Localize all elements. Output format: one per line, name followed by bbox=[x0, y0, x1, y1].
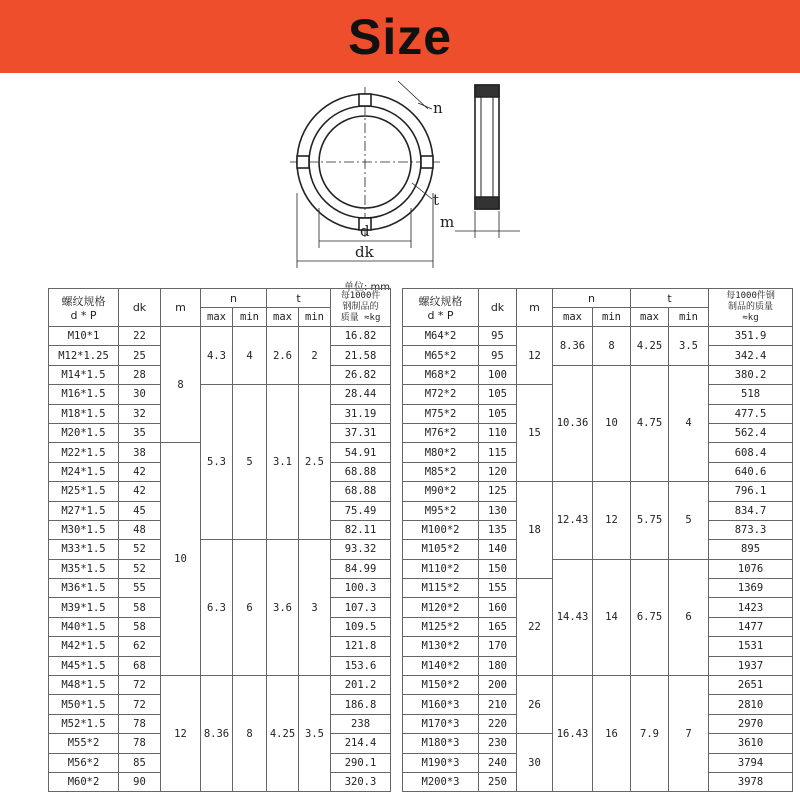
header-t-min: min bbox=[669, 308, 709, 327]
cell-spec: M105*2 bbox=[403, 540, 479, 559]
cell-n-min: 10 bbox=[593, 365, 631, 481]
cell-dk: 68 bbox=[119, 656, 161, 675]
cell-mass: 31.19 bbox=[331, 404, 391, 423]
cell-mass: 1531 bbox=[709, 637, 793, 656]
cell-n-max: 8.36 bbox=[201, 676, 233, 792]
cell-dk: 220 bbox=[479, 714, 517, 733]
cell-dk: 170 bbox=[479, 637, 517, 656]
header-spec: 螺纹规格 d * P bbox=[403, 289, 479, 327]
cell-mass: 3610 bbox=[709, 734, 793, 753]
cell-spec: M48*1.5 bbox=[49, 676, 119, 695]
table-row bbox=[403, 559, 793, 578]
cell-mass: 796.1 bbox=[709, 482, 793, 501]
cell-dk: 200 bbox=[479, 676, 517, 695]
cell-t-max: 4.75 bbox=[631, 365, 669, 481]
cell-mass: 873.3 bbox=[709, 520, 793, 539]
cell-t-max: 3.1 bbox=[267, 385, 299, 540]
cell-m: 12 bbox=[517, 327, 553, 385]
cell-spec: M42*1.5 bbox=[49, 637, 119, 656]
cell-spec: M75*2 bbox=[403, 404, 479, 423]
cell-spec: M12*1.25 bbox=[49, 346, 119, 365]
cell-m: 12 bbox=[161, 676, 201, 792]
cell-n-max: 8.36 bbox=[553, 327, 593, 366]
cell-dk: 45 bbox=[119, 501, 161, 520]
cell-mass: 21.58 bbox=[331, 346, 391, 365]
cell-spec: M24*1.5 bbox=[49, 462, 119, 481]
label-n: n bbox=[433, 99, 443, 117]
table-row bbox=[49, 540, 391, 559]
header-spec: 螺纹规格 d * P bbox=[49, 289, 119, 327]
cell-spec: M140*2 bbox=[403, 656, 479, 675]
cell-t-max: 5.75 bbox=[631, 482, 669, 560]
cell-t-min: 4 bbox=[669, 365, 709, 481]
cell-mass: 82.11 bbox=[331, 520, 391, 539]
cell-mass: 640.6 bbox=[709, 462, 793, 481]
cell-spec: M72*2 bbox=[403, 385, 479, 404]
cell-n-min: 6 bbox=[233, 540, 267, 676]
cell-n-max: 5.3 bbox=[201, 385, 233, 540]
cell-mass: 351.9 bbox=[709, 327, 793, 346]
cell-dk: 58 bbox=[119, 598, 161, 617]
cell-dk: 240 bbox=[479, 753, 517, 772]
cell-mass: 1369 bbox=[709, 579, 793, 598]
cell-spec: M18*1.5 bbox=[49, 404, 119, 423]
cell-n-max: 10.36 bbox=[553, 365, 593, 481]
left-size-table bbox=[48, 288, 391, 792]
cell-m: 30 bbox=[517, 734, 553, 792]
cell-n-min: 8 bbox=[593, 327, 631, 366]
cell-t-min: 3.5 bbox=[669, 327, 709, 366]
cell-n-min: 5 bbox=[233, 385, 267, 540]
header-n-max: max bbox=[201, 308, 233, 327]
cell-mass: 238 bbox=[331, 714, 391, 733]
cell-m: 22 bbox=[517, 579, 553, 676]
cell-m: 26 bbox=[517, 676, 553, 734]
cell-dk: 22 bbox=[119, 327, 161, 346]
cell-spec: M115*2 bbox=[403, 579, 479, 598]
cell-mass: 320.3 bbox=[331, 772, 391, 791]
cell-dk: 55 bbox=[119, 579, 161, 598]
cell-mass: 477.5 bbox=[709, 404, 793, 423]
cell-dk: 42 bbox=[119, 482, 161, 501]
cell-dk: 30 bbox=[119, 385, 161, 404]
header-dk: dk bbox=[479, 289, 517, 327]
cell-spec: M160*3 bbox=[403, 695, 479, 714]
cell-dk: 42 bbox=[119, 462, 161, 481]
cell-mass: 153.6 bbox=[331, 656, 391, 675]
cell-dk: 120 bbox=[479, 462, 517, 481]
cell-spec: M39*1.5 bbox=[49, 598, 119, 617]
cell-n-max: 6.3 bbox=[201, 540, 233, 676]
cell-mass: 1477 bbox=[709, 617, 793, 636]
header-t: t bbox=[631, 289, 709, 308]
cell-spec: M14*1.5 bbox=[49, 365, 119, 384]
cell-n-min: 14 bbox=[593, 559, 631, 675]
cell-spec: M180*3 bbox=[403, 734, 479, 753]
round-nut-drawing bbox=[0, 73, 800, 283]
cell-dk: 85 bbox=[119, 753, 161, 772]
cell-spec: M16*1.5 bbox=[49, 385, 119, 404]
cell-dk: 28 bbox=[119, 365, 161, 384]
cell-t-min: 3 bbox=[299, 540, 331, 676]
cell-dk: 160 bbox=[479, 598, 517, 617]
table-row bbox=[403, 676, 793, 695]
header-dk: dk bbox=[119, 289, 161, 327]
cell-n-max: 4.3 bbox=[201, 327, 233, 385]
cell-mass: 608.4 bbox=[709, 443, 793, 462]
cell-mass: 3978 bbox=[709, 772, 793, 791]
cell-mass: 26.82 bbox=[331, 365, 391, 384]
cell-mass: 2810 bbox=[709, 695, 793, 714]
cell-mass: 93.32 bbox=[331, 540, 391, 559]
cell-dk: 110 bbox=[479, 423, 517, 442]
cell-spec: M56*2 bbox=[49, 753, 119, 772]
table-row bbox=[49, 385, 391, 404]
cell-mass: 121.8 bbox=[331, 637, 391, 656]
cell-spec: M200*3 bbox=[403, 772, 479, 791]
cell-t-min: 2 bbox=[299, 327, 331, 385]
cell-spec: M85*2 bbox=[403, 462, 479, 481]
cell-t-max: 3.6 bbox=[267, 540, 299, 676]
cell-spec: M170*3 bbox=[403, 714, 479, 733]
cell-mass: 380.2 bbox=[709, 365, 793, 384]
cell-mass: 28.44 bbox=[331, 385, 391, 404]
cell-n-min: 16 bbox=[593, 676, 631, 792]
cell-mass: 290.1 bbox=[331, 753, 391, 772]
cell-t-max: 4.25 bbox=[267, 676, 299, 792]
cell-n-min: 4 bbox=[233, 327, 267, 385]
header-n-min: min bbox=[593, 308, 631, 327]
label-m: m bbox=[440, 213, 455, 231]
header-n-min: min bbox=[233, 308, 267, 327]
cell-mass: 1937 bbox=[709, 656, 793, 675]
cell-dk: 90 bbox=[119, 772, 161, 791]
header-n: n bbox=[553, 289, 631, 308]
cell-dk: 25 bbox=[119, 346, 161, 365]
cell-mass: 2651 bbox=[709, 676, 793, 695]
cell-mass: 109.5 bbox=[331, 617, 391, 636]
cell-spec: M76*2 bbox=[403, 423, 479, 442]
cell-dk: 62 bbox=[119, 637, 161, 656]
cell-mass: 68.88 bbox=[331, 462, 391, 481]
cell-n-max: 12.43 bbox=[553, 482, 593, 560]
cell-dk: 180 bbox=[479, 656, 517, 675]
header-mass: 每1000件钢 制品的质量 ≈kg bbox=[709, 289, 793, 327]
cell-mass: 37.31 bbox=[331, 423, 391, 442]
header-n-max: max bbox=[553, 308, 593, 327]
cell-spec: M125*2 bbox=[403, 617, 479, 636]
cell-spec: M110*2 bbox=[403, 559, 479, 578]
cell-spec: M120*2 bbox=[403, 598, 479, 617]
cell-spec: M90*2 bbox=[403, 482, 479, 501]
cell-mass: 2970 bbox=[709, 714, 793, 733]
right-size-table bbox=[402, 288, 793, 792]
cell-spec: M35*1.5 bbox=[49, 559, 119, 578]
cell-spec: M150*2 bbox=[403, 676, 479, 695]
cell-spec: M36*1.5 bbox=[49, 579, 119, 598]
title-banner bbox=[0, 0, 800, 73]
cell-dk: 125 bbox=[479, 482, 517, 501]
cell-dk: 135 bbox=[479, 520, 517, 539]
cell-mass: 342.4 bbox=[709, 346, 793, 365]
cell-spec: M65*2 bbox=[403, 346, 479, 365]
cell-dk: 72 bbox=[119, 676, 161, 695]
cell-m: 18 bbox=[517, 482, 553, 579]
cell-mass: 75.49 bbox=[331, 501, 391, 520]
cell-t-max: 7.9 bbox=[631, 676, 669, 792]
cell-mass: 562.4 bbox=[709, 423, 793, 442]
cell-dk: 35 bbox=[119, 423, 161, 442]
cell-dk: 100 bbox=[479, 365, 517, 384]
cell-dk: 58 bbox=[119, 617, 161, 636]
cell-t-min: 3.5 bbox=[299, 676, 331, 792]
cell-mass: 3794 bbox=[709, 753, 793, 772]
cell-spec: M190*3 bbox=[403, 753, 479, 772]
cell-spec: M50*1.5 bbox=[49, 695, 119, 714]
cell-dk: 52 bbox=[119, 559, 161, 578]
cell-n-min: 12 bbox=[593, 482, 631, 560]
cell-dk: 230 bbox=[479, 734, 517, 753]
header-t-max: max bbox=[631, 308, 669, 327]
header-t-max: max bbox=[267, 308, 299, 327]
cell-m: 8 bbox=[161, 327, 201, 443]
cell-m: 10 bbox=[161, 443, 201, 676]
cell-mass: 16.82 bbox=[331, 327, 391, 346]
cell-dk: 72 bbox=[119, 695, 161, 714]
cell-dk: 150 bbox=[479, 559, 517, 578]
cell-spec: M95*2 bbox=[403, 501, 479, 520]
cell-dk: 78 bbox=[119, 734, 161, 753]
left-table-body bbox=[49, 327, 391, 792]
cell-t-max: 2.6 bbox=[267, 327, 299, 385]
cell-mass: 100.3 bbox=[331, 579, 391, 598]
header-m: m bbox=[161, 289, 201, 327]
cell-mass: 214.4 bbox=[331, 734, 391, 753]
cell-mass: 54.91 bbox=[331, 443, 391, 462]
cell-spec: M52*1.5 bbox=[49, 714, 119, 733]
cell-mass: 68.88 bbox=[331, 482, 391, 501]
cell-t-max: 4.25 bbox=[631, 327, 669, 366]
table-row bbox=[403, 327, 793, 346]
label-t: t bbox=[433, 191, 440, 209]
cell-n-max: 16.43 bbox=[553, 676, 593, 792]
cell-mass: 186.8 bbox=[331, 695, 391, 714]
nut-side-view bbox=[455, 85, 520, 238]
cell-dk: 165 bbox=[479, 617, 517, 636]
header-t-min: min bbox=[299, 308, 331, 327]
cell-spec: M68*2 bbox=[403, 365, 479, 384]
cell-dk: 140 bbox=[479, 540, 517, 559]
cell-dk: 130 bbox=[479, 501, 517, 520]
cell-dk: 52 bbox=[119, 540, 161, 559]
cell-dk: 48 bbox=[119, 520, 161, 539]
cell-spec: M30*1.5 bbox=[49, 520, 119, 539]
cell-mass: 201.2 bbox=[331, 676, 391, 695]
cell-mass: 895 bbox=[709, 540, 793, 559]
label-dk: dk bbox=[355, 243, 374, 261]
cell-mass: 518 bbox=[709, 385, 793, 404]
cell-n-min: 8 bbox=[233, 676, 267, 792]
cell-dk: 78 bbox=[119, 714, 161, 733]
cell-spec: M27*1.5 bbox=[49, 501, 119, 520]
cell-t-min: 2.5 bbox=[299, 385, 331, 540]
cell-dk: 155 bbox=[479, 579, 517, 598]
cell-t-min: 7 bbox=[669, 676, 709, 792]
cell-dk: 210 bbox=[479, 695, 517, 714]
cell-mass: 107.3 bbox=[331, 598, 391, 617]
cell-mass: 834.7 bbox=[709, 501, 793, 520]
header-m: m bbox=[517, 289, 553, 327]
cell-dk: 250 bbox=[479, 772, 517, 791]
cell-mass: 1423 bbox=[709, 598, 793, 617]
cell-spec: M25*1.5 bbox=[49, 482, 119, 501]
table-row bbox=[49, 676, 391, 695]
unit-note: 单位: mm bbox=[344, 282, 391, 293]
table-row bbox=[403, 482, 793, 501]
cell-spec: M10*1 bbox=[49, 327, 119, 346]
cell-spec: M64*2 bbox=[403, 327, 479, 346]
label-d: d bbox=[360, 222, 370, 240]
header-t: t bbox=[267, 289, 331, 308]
cell-dk: 95 bbox=[479, 327, 517, 346]
cell-spec: M60*2 bbox=[49, 772, 119, 791]
cell-dk: 115 bbox=[479, 443, 517, 462]
right-table-body bbox=[403, 327, 793, 792]
banner-title: Size bbox=[347, 8, 453, 65]
cell-n-max: 14.43 bbox=[553, 559, 593, 675]
table-row bbox=[49, 327, 391, 346]
cell-dk: 32 bbox=[119, 404, 161, 423]
cell-mass: 1076 bbox=[709, 559, 793, 578]
cell-t-min: 6 bbox=[669, 559, 709, 675]
cell-spec: M45*1.5 bbox=[49, 656, 119, 675]
cell-m: 15 bbox=[517, 385, 553, 482]
cell-spec: M22*1.5 bbox=[49, 443, 119, 462]
cell-spec: M20*1.5 bbox=[49, 423, 119, 442]
cell-spec: M130*2 bbox=[403, 637, 479, 656]
cell-spec: M33*1.5 bbox=[49, 540, 119, 559]
cell-t-max: 6.75 bbox=[631, 559, 669, 675]
cell-dk: 105 bbox=[479, 404, 517, 423]
cell-spec: M100*2 bbox=[403, 520, 479, 539]
header-mass: 每1000件 钢制品的 质量 ≈kg bbox=[331, 289, 391, 327]
cell-mass: 84.99 bbox=[331, 559, 391, 578]
cell-t-min: 5 bbox=[669, 482, 709, 560]
cell-spec: M80*2 bbox=[403, 443, 479, 462]
cell-spec: M55*2 bbox=[49, 734, 119, 753]
cell-dk: 95 bbox=[479, 346, 517, 365]
table-row bbox=[403, 365, 793, 384]
cell-spec: M40*1.5 bbox=[49, 617, 119, 636]
header-n: n bbox=[201, 289, 267, 308]
cell-dk: 38 bbox=[119, 443, 161, 462]
cell-dk: 105 bbox=[479, 385, 517, 404]
